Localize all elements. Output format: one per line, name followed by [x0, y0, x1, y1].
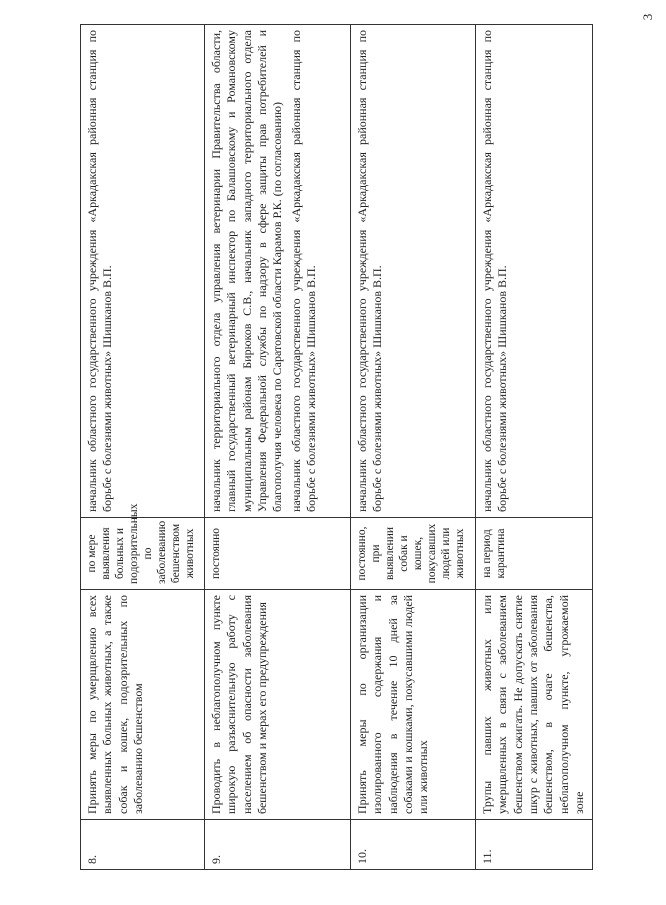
term-text: постоянно [205, 518, 351, 590]
measure-text: Принять меры по организации изолированного содержания и наблюдения в течение 10 дней за собаками и кошками, покусавшими людей или животных [351, 590, 476, 820]
row-number: 9. [205, 820, 351, 870]
responsible-cell [351, 25, 476, 518]
row-number: 10. [351, 820, 476, 870]
table-row [351, 25, 476, 870]
term-text: на период карантина [476, 518, 593, 590]
responsible-text: начальник областного государственного учреждения «Аркадакская районная станция по борьбе с болезнями животных» Шишканов В.П. [288, 30, 319, 512]
measure-text: Проводить в неблагополучном пункте широкую разъяснительную работу с населением об опасности заболевания бешенством и мерах его предупреждения [205, 590, 351, 820]
responsible-cell [476, 25, 593, 518]
responsible-cell [205, 25, 351, 518]
term-text: по мере выявления больных и подозрительных по заболеванию бешенством животных [81, 518, 205, 590]
measure-text: Трупы павших животных или умерщвленных в связи с заболеванием бешенством сжигать. Не допускать снятие шкур с животных, павших от заболевания бешенством, в очаге бешенства, неблагополучном пункте, угрожаемой зоне [476, 590, 593, 820]
page-number: 3 [640, 13, 655, 21]
measure-text: Принять меры по умерщвлению всех выявленных больных животных, а также собак и кошек, подозрительных по заболеванию бешенством [81, 590, 205, 820]
responsible-text: начальник территориального отдела управления ветеринарии Правительства области, главный государственный ветеринарный инспектор по Балашовскому и Романовскому муниципальным районам Бирюков С.В., начальник западного территориального отдела Управления Федеральной службы по надзору в сфере защиты прав потребителей и благополучия человека по Саратовской области Карамов Р.К. (по согласованию) [209, 30, 285, 512]
responsible-text: начальник областного государственного учреждения «Аркадакская районная станция по борьбе с болезнями животных» Шишканов В.П. [355, 30, 385, 512]
row-number: 11. [476, 820, 593, 870]
table-row [81, 25, 205, 870]
responsible-cell [81, 25, 205, 518]
rotated-page [80, 13, 666, 870]
measures-table [80, 24, 593, 870]
table-row [476, 25, 593, 870]
responsible-text: начальник областного государственного учреждения «Аркадакская районная станция по борьбе с болезнями животных» Шишканов В.П. [480, 30, 510, 512]
term-text: постоянно, при выявлении собак и кошек, покусавших людей или животных [351, 518, 476, 590]
table-row [205, 25, 351, 870]
row-number: 8. [81, 820, 205, 870]
responsible-text: начальник областного государственного учреждения «Аркадакская районная станция по борьбе с болезнями животных» Шишканов В.П. [85, 30, 115, 512]
